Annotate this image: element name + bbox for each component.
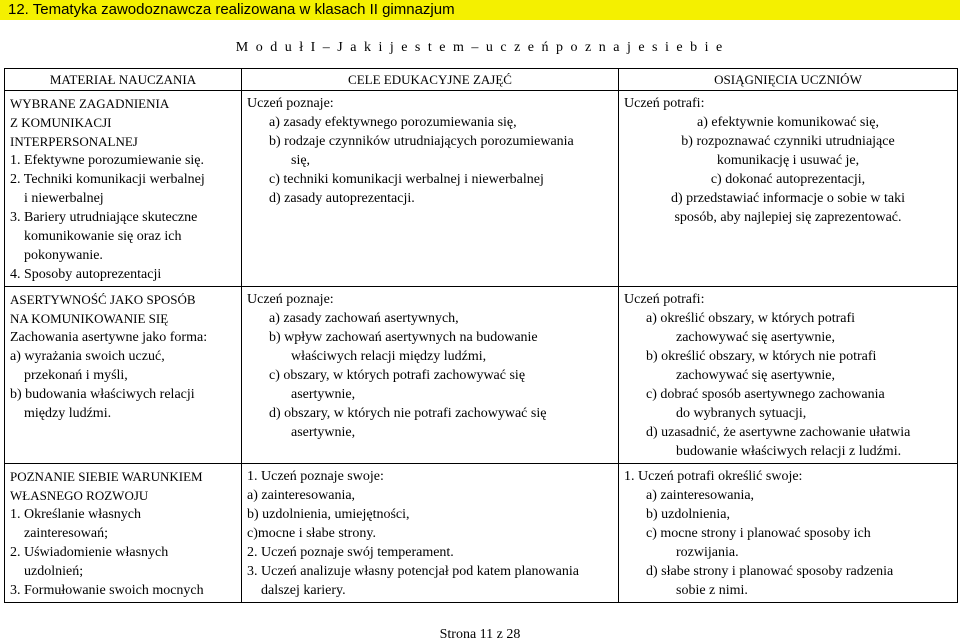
- topic-title: WYBRANE ZAGADNIENIA: [10, 96, 170, 111]
- topic-title: Z KOMUNIKACJI: [10, 115, 112, 130]
- list-item: c) mocne strony i planować sposoby ich: [646, 526, 871, 541]
- achievements-cell: [619, 287, 958, 464]
- list-item: budowanie właściwych relacji z ludźmi.: [676, 444, 902, 459]
- list-item: sobie z nimi.: [676, 583, 748, 598]
- section-title-banner: [0, 0, 960, 20]
- material-cell: [5, 287, 242, 464]
- list-item: b) uzdolnienia,: [646, 507, 730, 522]
- list-item: pokonywanie.: [24, 248, 103, 263]
- list-item: 4. Sposoby autoprezentacji: [10, 267, 162, 282]
- list-item: a) zainteresowania,: [247, 488, 356, 503]
- curriculum-table: [4, 68, 958, 603]
- list-item: b) rozpoznawać czynniki utrudniające: [681, 134, 895, 149]
- section-title: 12. Tematyka zawodoznawcza realizowana w klasach II gimnazjum: [8, 1, 455, 18]
- list-item: c) dobrać sposób asertywnego zachowania: [646, 387, 885, 402]
- list-item: c) obszary, w których potrafi zachowywać się: [269, 368, 526, 383]
- topic-title: NA KOMUNIKOWANIE SIĘ: [10, 311, 169, 326]
- cell-intro: Uczeń poznaje:: [247, 96, 334, 111]
- topic-title: POZNANIE SIEBIE WARUNKIEM: [10, 469, 203, 484]
- achievements-cell: [619, 91, 958, 287]
- page-number: Strona 11 z 28: [439, 627, 521, 642]
- list-item: c) techniki komunikacji werbalnej i niewerbalnej: [269, 172, 544, 187]
- list-item: rozwijania.: [676, 545, 739, 560]
- list-item: zachowywać się asertywnie,: [676, 330, 835, 345]
- list-item: a) efektywnie komunikować się,: [697, 115, 879, 130]
- topic-title: INTERPERSONALNEJ: [10, 134, 138, 149]
- list-item: a) zainteresowania,: [646, 488, 755, 503]
- material-cell: [5, 464, 242, 603]
- list-item: 1. Efektywne porozumiewanie się.: [10, 153, 204, 168]
- list-item: asertywnie,: [291, 425, 356, 440]
- list-item: do wybranych sytuacji,: [676, 406, 807, 421]
- list-item: i niewerbalnej: [24, 191, 104, 206]
- list-item: 3. Uczeń analizuje własny potencjał pod katem planowania: [247, 564, 579, 579]
- list-item: b) rodzaje czynników utrudniających porozumiewania: [269, 134, 574, 149]
- column-header: CELE EDUKACYJNE ZAJĘĆ: [242, 69, 619, 91]
- list-item: uzdolnień;: [24, 564, 84, 579]
- cell-intro: Uczeń potrafi:: [624, 96, 705, 111]
- topic-title: ASERTYWNOŚĆ JAKO SPOSÓB: [10, 292, 196, 307]
- list-item: d) zasady autoprezentacji.: [269, 191, 415, 206]
- cell-intro: Uczeń potrafi:: [624, 292, 705, 307]
- list-item: komunikację i usuwać je,: [716, 153, 860, 168]
- table-row: [5, 464, 958, 603]
- list-item: c)mocne i słabe strony.: [247, 526, 376, 541]
- list-item: b) określić obszary, w których nie potrafi: [646, 349, 877, 364]
- cell-intro: Uczeń poznaje:: [247, 292, 334, 307]
- list-item: d) obszary, w których nie potrafi zachowywać się: [269, 406, 547, 421]
- material-cell: [5, 91, 242, 287]
- list-item: b) budowania właściwych relacji: [10, 387, 195, 402]
- list-item: Zachowania asertywne jako forma:: [10, 330, 208, 345]
- list-item: 3. Formułowanie swoich mocnych: [10, 583, 204, 598]
- list-item: się,: [291, 153, 311, 168]
- list-item: c) dokonać autoprezentacji,: [710, 172, 866, 187]
- goals-cell: [242, 287, 619, 464]
- list-item: 3. Bariery utrudniające skuteczne: [10, 210, 198, 225]
- list-item: a) zasady efektywnego porozumiewania się,: [269, 115, 517, 130]
- topic-title: WŁASNEGO ROZWOJU: [10, 488, 149, 503]
- list-item: sposób, aby najlepiej się zaprezentować.: [674, 210, 902, 225]
- list-item: między ludźmi.: [24, 406, 112, 421]
- list-item: 2. Techniki komunikacji werbalnej: [10, 172, 205, 187]
- list-item: d) słabe strony i planować sposoby radzenia: [646, 564, 894, 579]
- list-item: 2. Uświadomienie własnych: [10, 545, 169, 560]
- list-item: 2. Uczeń poznaje swój temperament.: [247, 545, 454, 560]
- list-item: komunikowanie się oraz ich: [24, 229, 182, 244]
- list-item: 1. Określanie własnych: [10, 507, 142, 522]
- list-item: a) wyrażania swoich uczuć,: [10, 349, 165, 364]
- table-header-row: [5, 69, 958, 91]
- list-item: właściwych relacji między ludźmi,: [291, 349, 487, 364]
- goals-cell: [242, 91, 619, 287]
- column-header: MATERIAŁ NAUCZANIA: [5, 69, 242, 91]
- list-item: 1. Uczeń potrafi określić swoje:: [624, 469, 803, 484]
- achievements-cell: [619, 464, 958, 603]
- list-item: 1. Uczeń poznaje swoje:: [247, 469, 384, 484]
- list-item: zainteresowań;: [24, 526, 108, 541]
- list-item: b) wpływ zachowań asertywnych na budowanie: [269, 330, 538, 345]
- list-item: zachowywać się asertywnie,: [676, 368, 835, 383]
- module-heading: M o d u ł I – J a k i j e s t e m – u c z e ń p o z n a j e s i e b i e: [235, 40, 725, 55]
- list-item: asertywnie,: [291, 387, 356, 402]
- list-item: dalszej kariery.: [261, 583, 346, 598]
- list-item: a) zasady zachowań asertywnych,: [269, 311, 459, 326]
- list-item: b) uzdolnienia, umiejętności,: [247, 507, 410, 522]
- table-row: [5, 287, 958, 464]
- list-item: przekonań i myśli,: [24, 368, 128, 383]
- column-header: OSIĄGNIĘCIA UCZNIÓW: [619, 69, 958, 91]
- goals-cell: [242, 464, 619, 603]
- list-item: d) przedstawiać informacje o sobie w taki: [670, 191, 906, 206]
- list-item: d) uzasadnić, że asertywne zachowanie ułatwia: [646, 425, 911, 440]
- table-row: [5, 91, 958, 287]
- list-item: a) określić obszary, w których potrafi: [646, 311, 856, 326]
